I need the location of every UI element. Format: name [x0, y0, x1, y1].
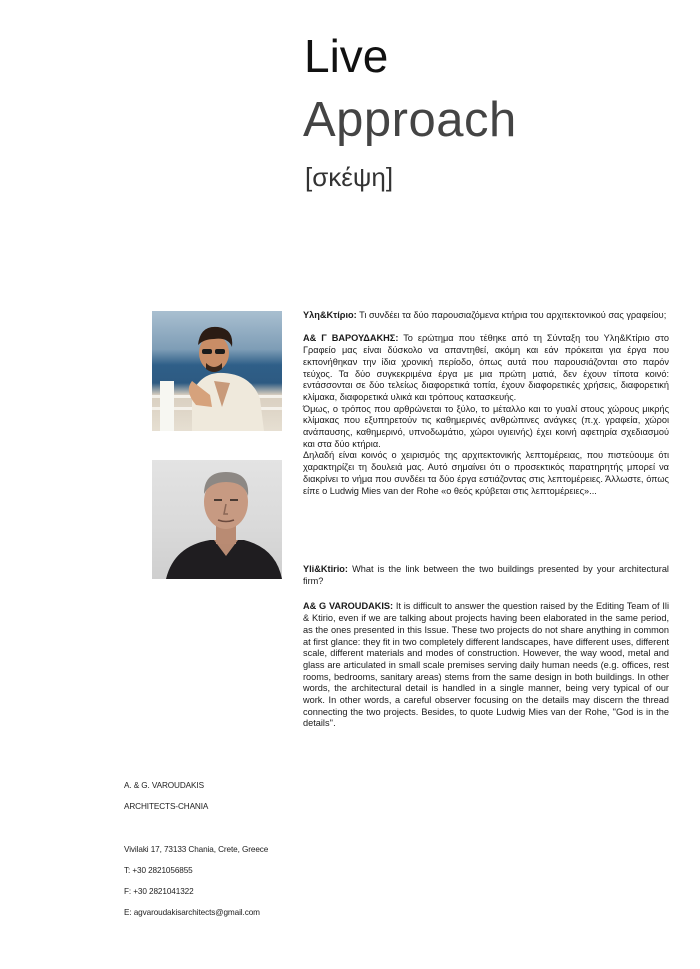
answer-text: Το ερώτημα που τέθηκε από τη Σύνταξη του Υλη&Κτίριο στο Γραφείο μας είναι δύσκολο να απαντηθεί, ακόμη και εάν πρόκειται για έργα που εκπονήθηκαν την ίδια χρονική περίοδο, όπως αυτά που παρουσιάζονται στο παρόν τεύχος. Τα δύο συγκεκριμένα έργα με μια πρώτη ματιά, δεν έχουν τίποτα κοινό: εντάσσονται σε δύο τελείως διαφορετικά τοπία, έχουν διαφορετικές χρήσεις, διαφορετική κλίμακα, διαφορετικά υλικά και τρόπους κατασκευής.: [303, 333, 669, 402]
question-greek: [303, 310, 669, 322]
portrait-photo-1: [152, 311, 282, 431]
interview-english: [303, 564, 669, 742]
interview-greek: [303, 310, 669, 509]
contact-fax: F: +30 2821041322: [124, 887, 194, 896]
answer-english: [303, 601, 669, 730]
contact-firm: ARCHITECTS-CHANIA: [124, 802, 209, 811]
portrait-photo-2-drawing: [152, 460, 282, 579]
contact-email[interactable]: E: agvaroudakisarchitects@gmail.com: [124, 908, 260, 917]
contact-phone: T: +30 2821056855: [124, 866, 193, 875]
answer-greek: [303, 333, 669, 403]
question-text: Τι συνδέει τα δύο παρουσιαζόμενα κτήρια του αρχιτεκτονικού σας γραφείου;: [359, 310, 667, 320]
portrait-photo-2: [152, 460, 282, 579]
contact-name: A. & G. VAROUDAKIS: [124, 781, 204, 790]
question-english: [303, 564, 669, 587]
title-subtitle: [σκέψη]: [305, 162, 394, 192]
answer-greek-paragraph-2: Όμως, ο τρόπος που αρθρώνεται το ξύλο, το μέταλλο και το γυαλί στους χώρους μικρής κλίμακας που εξυπηρετούν τις καθημερινές ανθρώπινες ανάγκες (π.χ. γραφεία, χώροι ανάπαυσης, καθημερινό, υπνοδωμάτιο, χώροι υγιεινής) έχει κοινή αφετηρία σχεδιασμού και στα δύο κτήρια.: [303, 403, 669, 449]
answer-speaker: A& G VAROUDAKIS:: [303, 601, 394, 612]
answer-greek-paragraph-3: Δηλαδή είναι κοινός ο χειρισμός της αρχιτεκτονικής λεπτομέρειας, που πιστεύουμε ότι χαρακτηρίζει τη δουλειά μας. Αυτό σημαίνει ότι ο προσεκτικός παρατηρητής μπορεί να διακρίνει το νήμα που συνδέει τα δύο έργα εστιάζοντας στις λεπτομέρειες. Άλλωστε, όπως είπε ο Ludwig Mies van der Rohe «ο θεός κρύβεται στις λεπτομέρειες»...: [303, 450, 669, 496]
title-approach: Approach: [303, 93, 517, 147]
question-speaker: Υλη&Κτίριο:: [303, 310, 357, 320]
contact-address: Vivilaki 17, 73133 Chania, Crete, Greece: [124, 845, 269, 854]
answer-speaker: Α& Γ ΒΑΡΟΥΔΑΚΗΣ:: [303, 333, 399, 344]
title-live: Live: [304, 30, 389, 82]
question-speaker: Yli&Ktirio:: [303, 564, 348, 574]
portrait-photo-1-drawing: [152, 311, 282, 431]
answer-text: It is difficult to answer the question raised by the Editing Team of Ili & Ktirio, even if we are talking about projects having been elaborated in the same period, as the ones presented in this Issue. These two projects do not share anything in common at first glance: they fit in two completely different landscapes, have different uses, different scale, different materials and modes of construction. However, the way wood, metal and glass are articulated in small scale premises serving daily human needs (e.g. offices, rest rooms, bedrooms, sanitary areas) stems from the same design in both buildings. In other words, the architectural detail is handled in a single manner, being very typical of our work. In other words, a careful observer focusing on the details may discern the thread connecting the two projects. Besides, to quote Ludwig Mies van der Rohe, ''God is in the details''.: [303, 601, 669, 729]
question-text: What is the link between the two buildings presented by your architectural firm?: [303, 564, 669, 586]
